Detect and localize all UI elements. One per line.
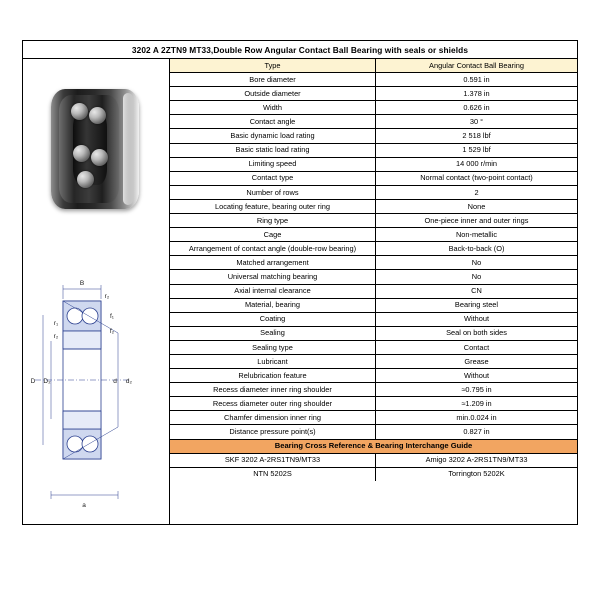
table-row [170, 298, 577, 312]
spec-label: Contact type [170, 171, 376, 185]
cross-ref-value: Amigo 3202 A-2RS1TN9/MT33 [376, 453, 578, 467]
spec-label: Recess diameter outer ring shoulder [170, 397, 376, 411]
dim-label-d2: d₂ [125, 378, 133, 385]
table-row [170, 411, 577, 425]
spec-value: 0.591 in [376, 73, 578, 87]
table-row [170, 270, 577, 284]
spec-value: 0.827 in [376, 425, 578, 439]
spec-value: No [376, 270, 578, 284]
spec-label: Basic dynamic load rating [170, 129, 376, 143]
datasheet-body [23, 59, 577, 525]
spec-value: ≈0.795 in [376, 383, 578, 397]
spec-label: Sealing [170, 326, 376, 340]
table-row [170, 383, 577, 397]
spec-value: 0.626 in [376, 101, 578, 115]
cross-reference-header-row [170, 439, 577, 453]
bearing-photo-icon [51, 89, 139, 209]
table-row [170, 185, 577, 199]
spec-label: Distance pressure point(s) [170, 425, 376, 439]
spec-label: Locating feature, bearing outer ring [170, 199, 376, 213]
spec-value: ≈1.209 in [376, 397, 578, 411]
spec-label: Limiting speed [170, 157, 376, 171]
table-row [170, 354, 577, 368]
spec-label: Bore diameter [170, 73, 376, 87]
table-row [170, 228, 577, 242]
table-row [170, 157, 577, 171]
spec-label: Axial internal clearance [170, 284, 376, 298]
bearing-ball [73, 145, 90, 162]
spec-label: Type [170, 59, 376, 73]
spec-value: 1 529 lbf [376, 143, 578, 157]
table-row [170, 312, 577, 326]
spec-value: None [376, 199, 578, 213]
spec-value: Without [376, 369, 578, 383]
spec-value: 1.378 in [376, 87, 578, 101]
spec-label: Universal matching bearing [170, 270, 376, 284]
spec-value: CN [376, 284, 578, 298]
bearing-ball [89, 107, 106, 124]
spec-value: min.0.024 in [376, 411, 578, 425]
table-row [170, 425, 577, 439]
table-row [170, 242, 577, 256]
specifications-table [170, 59, 577, 481]
spec-value: Angular Contact Ball Bearing [376, 59, 578, 73]
spec-label: Sealing type [170, 340, 376, 354]
spec-value: 2 518 lbf [376, 129, 578, 143]
spec-label: Cage [170, 228, 376, 242]
spec-label: Relubrication feature [170, 369, 376, 383]
cross-ref-label: SKF 3202 A-2RS1TN9/MT33 [170, 453, 376, 467]
spec-value: Normal contact (two-point contact) [376, 171, 578, 185]
technical-drawing [23, 255, 170, 525]
spec-label: Coating [170, 312, 376, 326]
dim-label-f2: f₂ [109, 328, 115, 335]
table-row [170, 284, 577, 298]
table-row [170, 87, 577, 101]
cross-ref-value: Torrington 5202K [448, 469, 505, 479]
bearing-ball [91, 149, 108, 166]
table-row [170, 115, 577, 129]
spec-value: Contact [376, 340, 578, 354]
spec-label: Matched arrangement [170, 256, 376, 270]
bearing-ball [77, 171, 94, 188]
table-row [170, 171, 577, 185]
spec-label: Arrangement of contact angle (double-row bearing) [170, 242, 376, 256]
table-row [170, 340, 577, 354]
spec-value: 2 [376, 185, 578, 199]
table-row [170, 143, 577, 157]
table-row [170, 199, 577, 213]
spec-value: 14 000 r/min [376, 157, 578, 171]
page-title: 3202 A 2ZTN9 MT33,Double Row Angular Contact Ball Bearing with seals or shields [23, 41, 577, 59]
table-row [170, 397, 577, 411]
dim-label-f1: f₁ [110, 313, 114, 320]
table-row [170, 73, 577, 87]
spec-label: Outside diameter [170, 87, 376, 101]
table-row-header [170, 59, 577, 73]
specifications-column [170, 59, 577, 525]
dim-label-D2: D₂ [43, 378, 51, 385]
spec-value: Grease [376, 354, 578, 368]
spec-value: Non-metallic [376, 228, 578, 242]
dim-label-D: D [30, 378, 36, 385]
spec-value: Seal on both sides [376, 326, 578, 340]
table-row [170, 453, 577, 467]
illustration-column [23, 59, 170, 525]
spec-label: Basic static load rating [170, 143, 376, 157]
spec-value: 30 ° [376, 115, 578, 129]
spec-label: Material, bearing [170, 298, 376, 312]
cross-section-diagram [23, 255, 170, 525]
product-datasheet [22, 40, 578, 525]
spec-label: Ring type [170, 214, 376, 228]
cross-ref-label: NTN 5202S [170, 467, 376, 481]
table-row [170, 129, 577, 143]
spec-label: Width [170, 101, 376, 115]
cross-reference-header: Bearing Cross Reference & Bearing Interchange Guide [170, 439, 577, 453]
bearing-highlight [123, 93, 133, 205]
spec-label: Recess diameter inner ring shoulder [170, 383, 376, 397]
dim-label-B: B [79, 280, 85, 287]
spec-value: One-piece inner and outer rings [376, 214, 578, 228]
spec-label: Number of rows [170, 185, 376, 199]
table-row [170, 214, 577, 228]
spec-value: Bearing steel [376, 298, 578, 312]
table-row [170, 101, 577, 115]
dim-label-r2-top: r₂ [104, 293, 110, 300]
dim-label-r2: r₂ [53, 333, 59, 340]
table-row [170, 467, 577, 481]
spec-value: Back-to-back (O) [376, 242, 578, 256]
spec-value: No [376, 256, 578, 270]
spec-value: Without [376, 312, 578, 326]
table-row [170, 326, 577, 340]
table-row [170, 369, 577, 383]
spec-label: Chamfer dimension inner ring [170, 411, 376, 425]
bearing-ball [71, 103, 88, 120]
table-row [170, 256, 577, 270]
dim-label-d: d [113, 378, 117, 385]
dim-label-a: a [82, 502, 86, 509]
spec-label: Contact angle [170, 115, 376, 129]
dim-label-r1: r₁ [53, 320, 59, 327]
spec-label: Lubricant [170, 354, 376, 368]
bearing-photo-box [23, 59, 170, 255]
